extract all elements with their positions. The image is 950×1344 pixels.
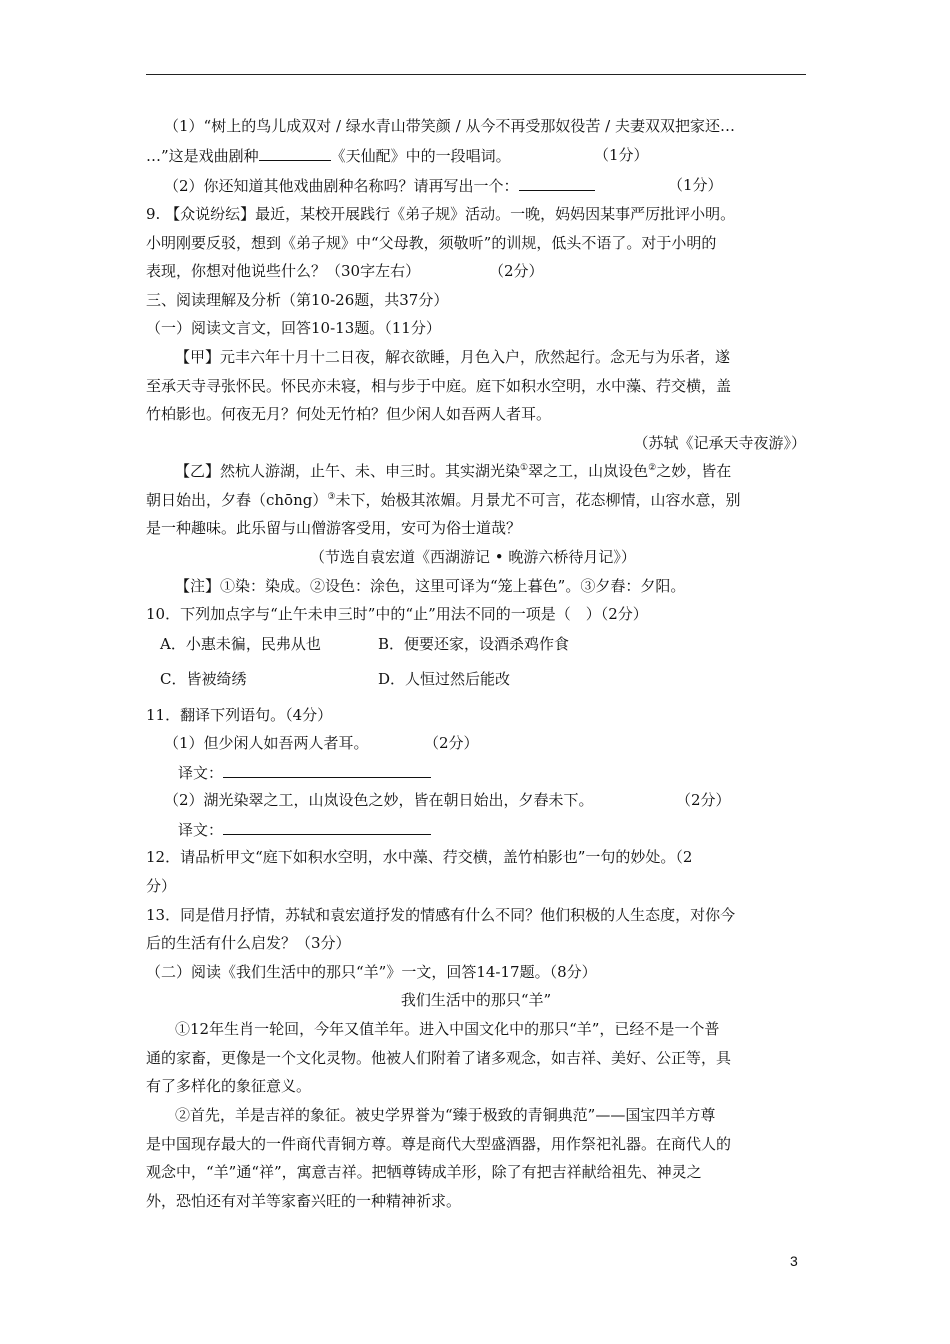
q9-line1: 9. 【众说纷纭】最近，某校开展践行《弟子规》活动。一晚，妈妈因某事严厉批评小明。 xyxy=(146,205,736,223)
q11-part2-label: 译文： xyxy=(178,821,224,839)
q11-part2-answer xyxy=(178,819,431,840)
q12-line2: 分） xyxy=(146,877,177,895)
yi-line3: 是一种趣味。此乐留与山僧游客受用，安可为俗士道哉？ xyxy=(146,519,522,537)
para1-line2: 通的家畜，更像是一个文化灵物。他被人们附着了诸多观念，如吉祥、美好、公正等，具 xyxy=(146,1049,732,1067)
part2-title: （二）阅读《我们生活中的那只“羊”》一文，回答14-17题。（8分） xyxy=(146,963,597,981)
footnote-marker-2: ② xyxy=(648,463,657,473)
q8-part1-text-a: …”这是戏曲剧种 xyxy=(146,147,259,165)
para2-line1: ②首先，羊是吉祥的象征。被史学界誉为“臻于极致的青铜典范”——国宝四羊方尊 xyxy=(175,1106,716,1124)
q8-part1-text-b: 《天仙配》中的一段唱词。 xyxy=(330,147,511,165)
footnote-marker-1: ① xyxy=(520,463,529,473)
para2-line2: 是中国现存最大的一件商代青铜方尊。尊是商代大型盛酒器，用作祭祀礼器。在商代人的 xyxy=(146,1135,732,1153)
q9-score: （2分） xyxy=(489,262,544,280)
q10-option-d[interactable]: D．人恒过然后能改 xyxy=(378,670,511,688)
q8-part1-line2 xyxy=(146,145,511,166)
part1-title: （一）阅读文言文，回答10-13题。（11分） xyxy=(146,319,441,337)
jia-line3: 竹柏影也。何夜无月？何处无竹柏？但少闲人如吾两人者耳。 xyxy=(146,405,552,423)
q11-part2: （2）湖光染翠之工，山岚设色之妙，皆在朝日始出，夕舂未下。 xyxy=(164,791,594,809)
header-rule xyxy=(146,74,806,75)
q8-part2 xyxy=(164,175,595,196)
q8-part1-line1: （1）“树上的鸟儿成双对 / 绿水青山带笑颜 / 从今不再受那奴役苦 / 夫妻双双把家还… xyxy=(164,117,735,135)
page-number: 3 xyxy=(790,1253,798,1269)
q10-stem: 10．下列加点字与“止午未申三时”中的“止”用法不同的一项是（ ）（2分） xyxy=(146,605,648,623)
q11-part1-answer xyxy=(178,762,431,783)
para2-line4: 外，恐怕还有对羊等家畜兴旺的一种精神祈求。 xyxy=(146,1192,462,1210)
para1-line1: ①12年生肖一轮回，今年又值羊年。进入中国文化中的那只“羊”，已经不是一个普 xyxy=(175,1020,720,1038)
q8-part1-score: （1分） xyxy=(594,146,649,164)
q8-part2-text: （2）你还知道其他戏曲剧种名称吗？请再写出一个： xyxy=(164,177,519,195)
q9-line2: 小明刚要反驳，想到《弟子规》中“父母教，须敬听”的训规，低头不语了。对于小明的 xyxy=(146,234,717,252)
q11-part2-score: （2分） xyxy=(676,791,731,809)
q11-part1-translation-blank[interactable] xyxy=(223,762,431,778)
q13-line1: 13．同是借月抒情，苏轼和袁宏道抒发的情感有什么不同？他们积极的人生态度，对你今 xyxy=(146,906,736,924)
yi-source: （节选自袁宏道《西湖游记 • 晚游六桥待月记》） xyxy=(310,548,636,566)
q11-part1-score: （2分） xyxy=(424,734,479,752)
yi-line1 xyxy=(175,461,731,481)
q8-part2-score: （1分） xyxy=(668,176,723,194)
yi-line2-a: 朝日始出，夕舂（chōng） xyxy=(146,491,328,509)
yi-line1-a: 【乙】然杭人游湖，止午、未、申三时。其实湖光染 xyxy=(175,462,521,480)
yi-note: 【注】①染：染成。②设色：涂色，这里可译为“笼上暮色”。③夕舂：夕阳。 xyxy=(175,577,686,595)
article-title: 我们生活中的那只“羊” xyxy=(400,991,552,1009)
yi-line1-b: 翠之工，山岚设色 xyxy=(528,462,649,480)
yi-line1-c: 之妙，皆在 xyxy=(656,462,732,480)
q10-option-a[interactable]: A．小惠未徧，民弗从也 xyxy=(160,635,321,653)
para2-line3: 观念中，“羊”通“祥”，寓意吉祥。把牺尊铸成羊形，除了有把吉祥献给祖先、神灵之 xyxy=(146,1163,702,1181)
jia-line2: 至承天寺寻张怀民。怀民亦未寝，相与步于中庭。庭下如积水空明，水中藻、荇交横，盖 xyxy=(146,377,732,395)
section3-title: 三、阅读理解及分析（第10-26题，共37分） xyxy=(146,291,449,309)
jia-source: （苏轼《记承天寺夜游》） xyxy=(633,434,806,452)
yi-line2 xyxy=(146,490,740,510)
q11-part1: （1）但少闲人如吾两人者耳。 xyxy=(164,734,369,752)
q12-line1: 12．请品析甲文“庭下如积水空明，水中藻、荇交横，盖竹柏影也”一句的妙处。（2 xyxy=(146,848,693,866)
q11-part1-label: 译文： xyxy=(178,764,224,782)
q13-line2: 后的生活有什么启发？（3分） xyxy=(146,934,351,952)
q8-opera-answer-blank[interactable] xyxy=(259,145,331,161)
jia-line1: 【甲】元丰六年十月十二日夜，解衣欲睡，月色入户，欣然起行。念无与为乐者，遂 xyxy=(175,348,731,366)
q10-option-b[interactable]: B．便要还家，设酒杀鸡作食 xyxy=(378,635,570,653)
q8-opera-name-blank[interactable] xyxy=(519,175,595,191)
para1-line3: 有了多样化的象征意义。 xyxy=(146,1077,312,1095)
yi-line2-b: 未下，始极其浓媚。月景尤不可言，花态柳情，山容水意，别 xyxy=(335,491,741,509)
q10-option-c[interactable]: C．皆被绮绣 xyxy=(160,670,247,688)
q9-line3: 表现，你想对他说些什么？（30字左右） xyxy=(146,262,421,280)
q11-part2-translation-blank[interactable] xyxy=(223,819,431,835)
footnote-marker-3: ③ xyxy=(327,492,336,502)
q11-stem: 11．翻译下列语句。（4分） xyxy=(146,706,333,724)
